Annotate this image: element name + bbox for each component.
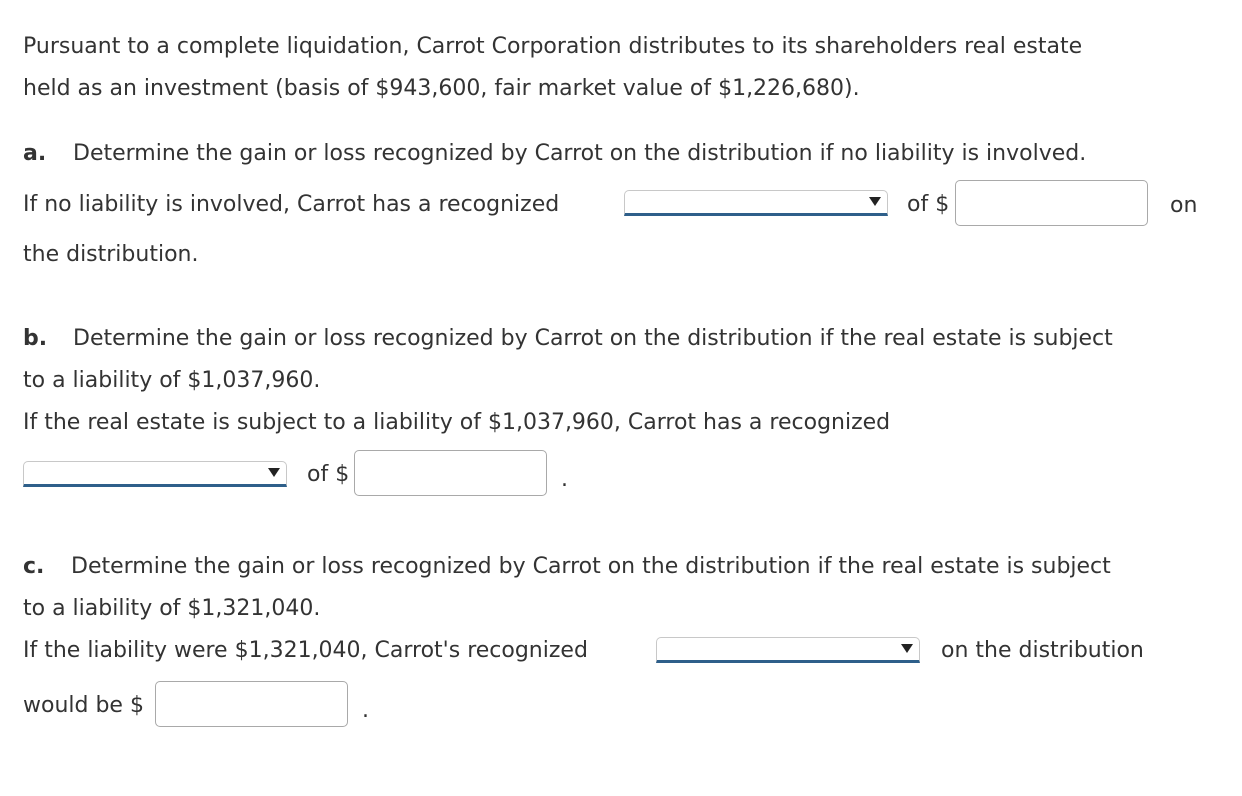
part-b-question-line-2: to a liability of $1,037,960.	[23, 368, 321, 393]
part-c-amount-input[interactable]	[155, 681, 348, 727]
part-c-would-be-label: would be $	[23, 693, 144, 718]
part-a-question: Determine the gain or loss recognized by Carrot on the distribution if no liability is involved.	[73, 141, 1087, 166]
part-c-period: .	[362, 698, 369, 723]
intro-line-2: held as an investment (basis of $943,600, fair market value of $1,226,680).	[23, 76, 860, 101]
intro-line-1: Pursuant to a complete liquidation, Carrot Corporation distributes to its shareholders real estate	[23, 34, 1083, 59]
part-a-answer-prefix: If no liability is involved, Carrot has a recognized	[23, 192, 560, 217]
part-c-on-distribution-label: on the distribution	[941, 638, 1144, 663]
part-a-gain-loss-dropdown[interactable]	[624, 190, 888, 216]
part-c-question-line-2: to a liability of $1,321,040.	[23, 596, 321, 621]
part-a-marker: a.	[23, 141, 47, 166]
chevron-down-icon	[901, 644, 913, 653]
part-c-question-line-1: Determine the gain or loss recognized by Carrot on the distribution if the real estate is subject	[71, 554, 1111, 579]
part-c-gain-loss-dropdown[interactable]	[656, 637, 920, 663]
part-a-amount-input[interactable]	[955, 180, 1148, 226]
part-b-gain-loss-dropdown[interactable]	[23, 461, 287, 487]
part-b-marker: b.	[23, 326, 48, 351]
part-b-amount-input[interactable]	[354, 450, 547, 496]
part-c-answer-prefix: If the liability were $1,321,040, Carrot's recognized	[23, 638, 588, 663]
chevron-down-icon	[268, 468, 280, 477]
part-a-suffix: the distribution.	[23, 242, 199, 267]
part-b-of-label: of $	[307, 462, 350, 487]
part-b-period: .	[561, 467, 568, 492]
part-a-on-label: on	[1170, 193, 1198, 218]
part-c-marker: c.	[23, 554, 45, 579]
chevron-down-icon	[869, 197, 881, 206]
part-a-of-label: of $	[907, 192, 950, 217]
part-b-answer-prefix: If the real estate is subject to a liability of $1,037,960, Carrot has a recognized	[23, 410, 891, 435]
part-b-question-line-1: Determine the gain or loss recognized by Carrot on the distribution if the real estate is subject	[73, 326, 1113, 351]
